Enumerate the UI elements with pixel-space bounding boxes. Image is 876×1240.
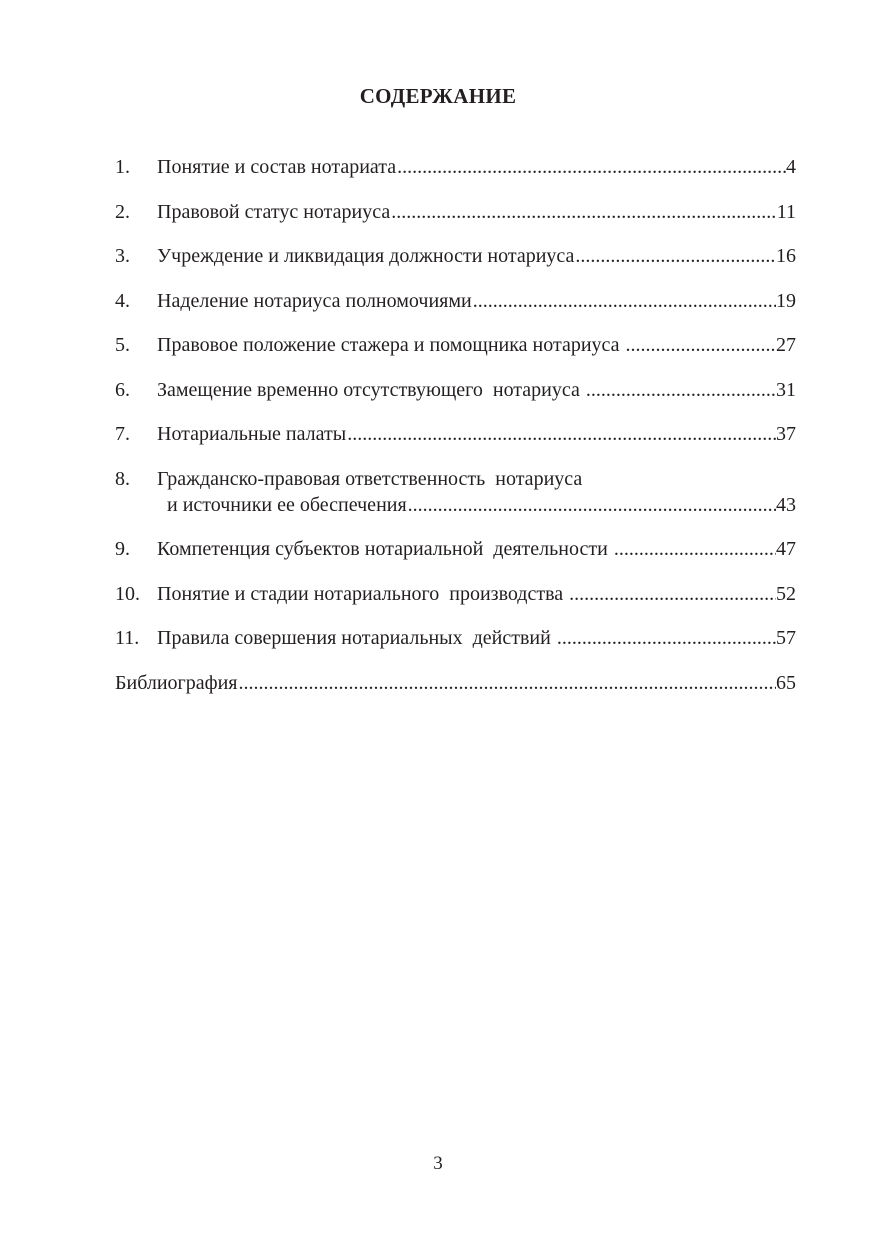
toc-entry-title: Библиография bbox=[115, 671, 238, 694]
toc-entry-1 bbox=[115, 154, 796, 180]
table-of-contents bbox=[115, 154, 796, 714]
dot-leader bbox=[625, 332, 776, 358]
toc-entry-page: 31 bbox=[776, 378, 796, 401]
toc-entry-title: Учреждение и ликвидация должности нотариуса bbox=[157, 245, 575, 267]
toc-entry-number: 10. bbox=[115, 582, 140, 605]
toc-entry-bibliography bbox=[115, 670, 796, 696]
page-number: 3 bbox=[433, 1153, 443, 1174]
toc-entry-5 bbox=[115, 332, 796, 358]
dot-leader bbox=[346, 421, 776, 447]
toc-entry-number: 2. bbox=[115, 200, 130, 223]
toc-entry-9 bbox=[115, 536, 796, 562]
toc-entry-11 bbox=[115, 625, 796, 651]
toc-entry-title: Понятие и состав нотариата bbox=[157, 156, 397, 178]
toc-entry-number: 6. bbox=[115, 378, 130, 401]
toc-entry-page: 47 bbox=[776, 538, 796, 560]
toc-entry-number: 3. bbox=[115, 245, 130, 267]
toc-entry-number: 4. bbox=[115, 289, 130, 312]
toc-entry-title: Правовой статус нотариуса bbox=[157, 200, 391, 223]
dot-leader bbox=[613, 536, 776, 562]
toc-entry-number: 8. bbox=[115, 467, 130, 490]
toc-entry-page: 37 bbox=[776, 423, 796, 445]
toc-entry-title: Правила совершения нотариальных действий bbox=[157, 627, 556, 649]
toc-entry-number: 11. bbox=[115, 627, 140, 649]
toc-entry-4 bbox=[115, 288, 796, 314]
dot-leader bbox=[472, 288, 776, 314]
toc-entry-10 bbox=[115, 581, 796, 607]
toc-entry-8 bbox=[115, 466, 796, 518]
toc-entry-7 bbox=[115, 421, 796, 447]
page-title: СОДЕРЖАНИЕ bbox=[359, 84, 517, 108]
toc-entry-title: Замещение временно отсутствующего нотариуса bbox=[157, 378, 585, 401]
toc-entry-number: 7. bbox=[115, 423, 130, 445]
toc-entry-number: 5. bbox=[115, 334, 130, 356]
toc-entry-page: 4 bbox=[786, 156, 796, 178]
dot-leader bbox=[568, 581, 776, 607]
toc-entry-page: 43 bbox=[776, 493, 796, 516]
dot-leader bbox=[390, 199, 777, 225]
toc-entry-title: Понятие и стадии нотариального производства bbox=[157, 582, 569, 605]
toc-entry-2 bbox=[115, 199, 796, 225]
toc-entry-page: 27 bbox=[776, 334, 796, 356]
toc-entry-page: 52 bbox=[776, 582, 796, 605]
toc-entry-title: Наделение нотариуса полномочиями bbox=[157, 289, 472, 312]
dot-leader bbox=[585, 377, 776, 403]
toc-entry-title-line2: и источники ее обеспечения bbox=[167, 493, 407, 516]
toc-entry-page: 16 bbox=[776, 245, 796, 267]
toc-entry-page: 19 bbox=[776, 289, 796, 312]
dot-leader bbox=[556, 625, 776, 651]
toc-entry-title: Компетенция субъектов нотариальной деятельности bbox=[157, 538, 613, 560]
toc-entry-6 bbox=[115, 377, 796, 403]
toc-entry-number: 9. bbox=[115, 538, 130, 560]
toc-entry-title: Правовое положение стажера и помощника нотариуса bbox=[157, 334, 625, 356]
toc-entry-page: 57 bbox=[776, 627, 796, 649]
toc-entry-page: 11 bbox=[776, 200, 796, 223]
dot-leader bbox=[407, 492, 776, 518]
dot-leader bbox=[396, 154, 786, 180]
toc-entry-title: Нотариальные палаты bbox=[157, 423, 347, 445]
toc-entry-number: 1. bbox=[115, 156, 130, 178]
toc-entry-3 bbox=[115, 243, 796, 269]
dot-leader bbox=[238, 670, 777, 696]
toc-entry-page: 65 bbox=[776, 671, 796, 694]
dot-leader bbox=[574, 243, 776, 269]
toc-entry-title-line1: Гражданско-правовая ответственность нотариуса bbox=[157, 467, 583, 490]
